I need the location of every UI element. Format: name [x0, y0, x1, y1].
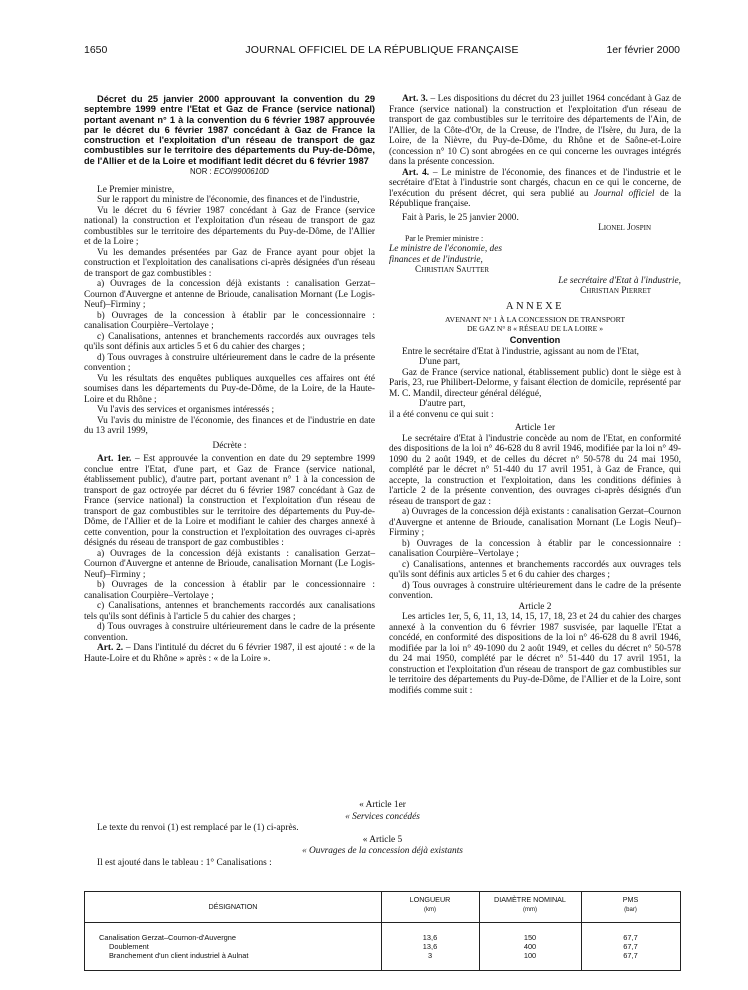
paragraph: b) Ouvrages de la concession à établir par le concessionnaire : canalisation Courpière–Vertolaye ; [84, 310, 375, 332]
paragraph: D'une part, [419, 357, 461, 367]
list-item: d) Tous ouvrages à construire ultérieurement dans le cadre de la présente convention. [84, 622, 375, 643]
quoted-article-heading: « Article 1er [359, 800, 406, 810]
column-header-designation: DÉSIGNATION [208, 902, 258, 911]
cell-designation [99, 933, 377, 942]
decrete-heading: Décrète : [212, 440, 247, 451]
paragraph: Gaz de France (service national, établissement public) dont le siège est à Paris, 23, rue Philibert-Delorme, y faisant élection de domicile, représenté par M. C. Mandil, directeur général délégué, [389, 367, 681, 399]
article-4 [389, 168, 681, 210]
annexe-subheading: DE GAZ N° 8 « RÉSEAU DE LA LOIRE » [466, 324, 604, 333]
paragraph: Le secrétaire d'Etat à l'industrie concède au nom de l'Etat, en conformité des dispositions de la loi n° 46-628 du 8 avril 1946, modifiée par la loi n° 49-1090 du 2 août 1949, et de celles du décret n° 50-578 du 24 mai 1950, complété par le décret n° 51-440 du 17 avril 1951, à Gaz de France, qui accepte, la construction et l'exploitation, dans les conditions définies à l'article 2 de la présente convention, des ouvrages ci-après désignés d'un réseau de transport de gaz : [389, 433, 681, 507]
paragraph: Entre le secrétaire d'Etat à l'industrie, agissant au nom de l'Etat, [402, 346, 640, 357]
paragraph: D'autre part, [419, 399, 466, 409]
list-item: c) Canalisations, antennes et branchements raccordés aux canalisations tels qu'ils sont définis à l'article 5 du cahier des charges ; [84, 601, 375, 622]
cell-text: Doublement [109, 942, 149, 951]
list-item: c) Canalisations, antennes et branchements raccordés aux ouvrages tels qu'ils sont définis aux articles 5 et 6 du cahier des charges ; [389, 559, 681, 580]
cell-designation [109, 942, 377, 951]
article-text: – Les dispositions du décret du 23 juillet 1964 concédant à Gaz de France (service national) la construction et l'exploitation d'un réseau de transport de gaz combustibles sur le territoire des départements de l'Ain, de l'Allier, de la Côte-d'Or, de la Creuse, de l'Indre, de l'Isère, du Jura, de la Loire, de la Nièvre, du Puy-de-Dôme, du Rhône et de Saône-et-Loire (concession n° 10 C) sont abrogées en ce qui concerne les ouvrages intégrés dans la présente concession. [389, 94, 682, 167]
article-label: Art. 4. [402, 167, 430, 178]
journal-title: JOURNAL OFFICIEL DE LA RÉPUBLIQUE FRANÇAISE [245, 44, 519, 56]
article-heading: Article 2 [518, 601, 552, 612]
list-item: a) Ouvrages de la concession déjà existants : canalisation Gerzat–Cournon d'Auvergne et antenne de Brioude, canalisation Mornant (Le Logis-Neuf)–Firminy ; [84, 548, 375, 580]
decree-title: Décret du 25 janvier 2000 approuvant la convention du 29 septembre 1999 entre l'Etat et Gaz de France (service national) portant avenant n° 1 à la convention du 6 février 1987 approuvée par le décret du 6 février 1987 concédant à Gaz de France la construction et l'exploitation d'un réseau de transport de gaz combustibles sur le territoire des départements du Puy-de-Dôme, de l'Allier et de la Loire et modifiant ledit décret du 6 février 1987 [84, 94, 375, 166]
cell-diametre: 100 [523, 951, 537, 960]
paragraph: Vu les demandes présentées par Gaz de France ayant pour objet la construction et l'exploitation des canalisations ci-après désignées d'un réseau de transport de gaz combustibles : [84, 247, 375, 279]
minister-name: Christian Sautter [415, 265, 490, 275]
paragraph: Vu l'avis du ministre de l'économie, des finances et de l'industrie en date du 13 avril 1999, [84, 415, 375, 437]
cell-diametre: 400 [523, 942, 537, 951]
article-label: Art. 3. [402, 94, 428, 104]
cell-longueur: 13,6 [422, 933, 438, 942]
nor-label: NOR : [190, 167, 212, 177]
column-title: LONGUEUR [409, 895, 451, 904]
article-label: Art. 1er. [97, 454, 132, 465]
column-header-pms [581, 896, 680, 914]
article-text: – Est approuvée la convention en date du 29 septembre 1999 conclue entre l'Etat, d'une part, et Gaz de France (service national, établissement public), d'autre part, portant avenant n° 1 à la concession de transport de gaz octroyée par décret du 6 février 1987 concédant à Gaz de France (service national) la construction et l'exploitation d'un réseau de transport de gaz combustibles sur le territoire des départements du Puy-de-Dôme, de l'Allier et de la Loire et modifiant le cahier des charges annexé à cette convention, pour la construction et l'exploitation des ouvrages ci-après désignés du réseau de transport de gaz combustibles : [84, 454, 376, 549]
paragraph: il a été convenu ce qui suit : [389, 409, 494, 420]
page-number: 1650 [84, 44, 108, 56]
cell-pms: 67,7 [623, 951, 638, 960]
paragraph: Vu les résultats des enquêtes publiques auxquelles ces affaires ont été soumises dans les départements du Puy-de-Dôme, de la Loire, de la Haute-Loire et du Rhône ; [84, 373, 375, 405]
signatory-prime-minister: Lionel Jospin [598, 223, 651, 233]
cell-longueur: 3 [427, 951, 433, 960]
quoted-section-heading: « Ouvrages de la concession déjà existants [302, 846, 463, 856]
paragraph: Il est ajouté dans le tableau : 1° Canalisations : [97, 857, 272, 868]
paragraph: Le Premier ministre, [97, 184, 175, 195]
convention-heading: Convention [509, 335, 561, 345]
minister-title: Le ministre de l'économie, des finances et de l'industrie, [389, 244, 502, 265]
signature-place-date: Fait à Paris, le 25 janvier 2000. [402, 212, 519, 223]
paragraph: Les articles 1er, 5, 6, 11, 13, 14, 15, 17, 18, 23 et 24 du cahier des charges annexé à la convention du 6 février 1987 susvisée, par laquelle l'Etat a concédé, en conformité des dispositions de la loi n° 46-628 du 8 avril 1946, modifiée par la loi n° 49-1090 du 2 août 1949, et celles du décret n° 50-578 du 24 mai 1950, complété par le décret n° 51-440 du 17 avril 1951, la construction et l'exploitation d'un réseau de transport de gaz combustibles sur le territoire des départements du Puy-de-Dôme, de l'Allier et de la Loire, sont modifiés comme suit : [389, 612, 681, 696]
list-item: b) Ouvrages de la concession à établir par le concessionnaire : canalisation Courpière–Vertolaye ; [389, 538, 681, 559]
column-unit: (km) [424, 906, 436, 913]
cell-diametre: 150 [523, 933, 537, 942]
paragraph: a) Ouvrages de la concession déjà existants : canalisation Gerzat–Cournon d'Auvergne et antenne de Brioude, canalisation Mornant (Le Logis-Neuf)–Firminy ; [84, 279, 375, 311]
table-row [85, 951, 680, 960]
article-text: – Le ministre de l'économie, des finances et de l'industrie et le secrétaire d'Etat à l'industrie sont chargés, chacun en ce qui le concerne, de l'exécution du présent décret, qui sera publié au [389, 167, 681, 199]
amendments-section [84, 800, 681, 869]
right-column [389, 94, 681, 696]
article-3 [389, 94, 681, 168]
column-unit: (bar) [624, 906, 637, 913]
quoted-article-heading: « Article 5 [362, 834, 403, 845]
decree-preamble [84, 185, 375, 437]
cell-pms: 67,7 [623, 942, 638, 951]
column-header-diametre [479, 896, 581, 914]
cell-text: Canalisation Gerzat–Cournon-d'Auvergne [99, 933, 236, 942]
list-item: a) Ouvrages de la concession déjà existants : canalisation Gerzat–Cournon d'Auvergne et antenne de Brioude, canalisation Mornant (Le Logis Neuf)–Firminy ; [389, 507, 681, 538]
article-text-end: de la République française. [389, 188, 681, 209]
article-2 [84, 643, 375, 664]
table-row [85, 942, 680, 951]
column-title: DIAMÈTRE NOMINAL [494, 895, 566, 904]
column-unit: (mm) [523, 906, 537, 913]
article-text: – Dans l'intitulé du décret du 6 février 1987, il est ajouté : « de la Haute-Loire et du Rhône » après : « de la Loire ». [84, 643, 376, 664]
annexe-heading: ANNEXE [505, 300, 565, 312]
page-header [84, 44, 680, 60]
secretary-title: Le secrétaire d'Etat à l'industrie, [558, 275, 681, 286]
column-title: PMS [622, 895, 639, 904]
nor-reference [84, 167, 375, 178]
canalisations-table [84, 891, 681, 971]
cell-pms: 67,7 [623, 933, 638, 942]
nor-code: ECOI9900610D [213, 167, 269, 177]
list-item: b) Ouvrages de la concession à établir par le concessionnaire : canalisation Courpière–Vertolaye ; [84, 580, 375, 601]
paragraph: Le texte du renvoi (1) est remplacé par le (1) ci-après. [97, 823, 299, 833]
annexe-subheading: AVENANT N° 1 À LA CONCESSION DE TRANSPORT [444, 315, 626, 324]
journal-name: Journal officiel [594, 188, 655, 199]
cell-text: Branchement d'un client industriel à Aulnat [109, 951, 249, 960]
cell-designation [109, 951, 377, 960]
article-1 [84, 454, 375, 549]
paragraph: Vu le décret du 6 février 1987 concédant à Gaz de France (service national) la construction et l'exploitation d'un réseau de transport de gaz combustibles sur le territoire des départements du Puy-de-Dôme, de l'Allier et de la Loire ; [84, 205, 375, 248]
list-item: d) Tous ouvrages à construire ultérieurement dans le cadre de la présente convention. [389, 580, 681, 601]
table-header [85, 892, 680, 923]
secretary-name: Christian Pierret [580, 286, 651, 296]
paragraph: d) Tous ouvrages à construire ultérieurement dans le cadre de la présente convention ; [84, 352, 375, 374]
article-label: Art. 2. [97, 643, 124, 654]
left-column [84, 94, 375, 664]
article-heading: Article 1er [514, 423, 556, 433]
table-row [85, 933, 680, 942]
column-header-longueur [381, 896, 479, 914]
paragraph: Sur le rapport du ministre de l'économie, des finances et de l'industrie, [97, 195, 360, 206]
paragraph: Vu l'avis des services et organismes intéressés ; [97, 405, 275, 416]
paragraph: c) Canalisations, antennes et branchements raccordés aux ouvrages tels qu'ils sont définis aux articles 5 et 6 du cahier des charges ; [84, 331, 375, 353]
issue-date: 1er février 2000 [606, 44, 680, 56]
cell-longueur: 13,6 [422, 942, 438, 951]
quoted-section-heading: « Services concédés [345, 811, 420, 822]
par-premier-ministre: Par le Premier ministre : [405, 233, 484, 243]
